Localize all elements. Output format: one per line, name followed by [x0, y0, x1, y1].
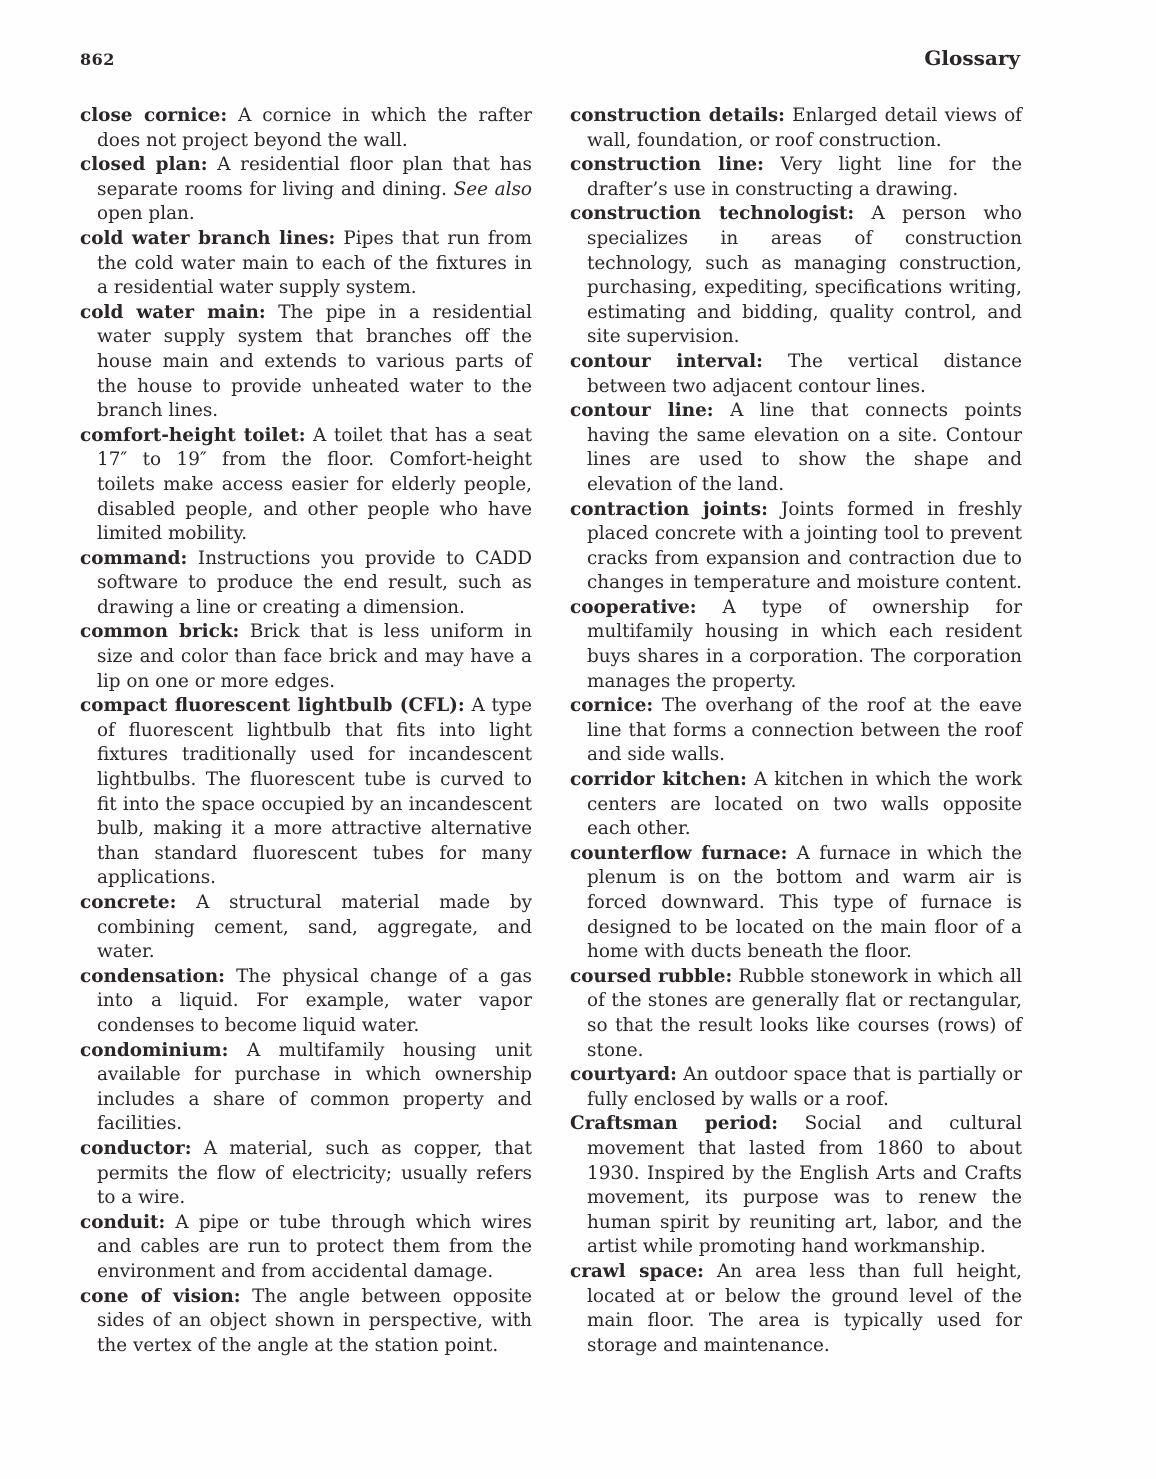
- glossary-term: contraction joints:: [570, 498, 768, 520]
- glossary-column-left: [80, 104, 532, 1358]
- glossary-term: coursed rubble:: [570, 965, 733, 987]
- glossary-term: common brick:: [80, 621, 240, 643]
- glossary-entry: closed plan: A residential floor plan that has separate rooms for living and dining. See also open plan.: [80, 154, 532, 225]
- glossary-term: cooperative:: [570, 596, 697, 618]
- glossary-entry: contour line: A line that connects points having the same elevation on a site. Contour lines are used to show the shape and elevation of the land.: [570, 400, 1022, 495]
- glossary-content: [80, 104, 1022, 1358]
- glossary-term: condominium:: [80, 1039, 229, 1061]
- glossary-entry: crawl space: An area less than full height, located at or below the ground level of the main floor. The area is typically used for storage and maintenance.: [570, 1260, 1022, 1356]
- glossary-entry: cone of vision: The angle between opposite sides of an object shown in perspective, with the vertex of the angle at the station point.: [80, 1285, 532, 1356]
- see-also-label: See also: [453, 178, 532, 200]
- glossary-entry: counterflow furnace: A furnace in which the plenum is on the bottom and warm air is forced downward. This type of furnace is designed to be located on the main floor of a home with ducts beneath the floor.: [570, 842, 1022, 963]
- glossary-term: cold water branch lines:: [80, 227, 336, 249]
- glossary-entry: cold water branch lines: Pipes that run from the cold water main to each of the fixtures in a residential water supply system.: [80, 227, 532, 299]
- glossary-entry: cold water main: The pipe in a residential water supply system that branches off the house main and extends to various parts of the house to provide unheated water to the branch lines.: [80, 301, 532, 422]
- glossary-term: closed plan:: [80, 154, 208, 176]
- glossary-term: compact fluorescent lightbulb (CFL):: [80, 695, 465, 717]
- glossary-entry: courtyard: An outdoor space that is partially or fully enclosed by walls or a roof.: [570, 1064, 1022, 1110]
- glossary-entry: contraction joints: Joints formed in freshly placed concrete with a jointing tool to prevent cracks from expansion and contraction due to changes in temperature and moisture content.: [570, 498, 1022, 594]
- glossary-term: cold water main:: [80, 301, 266, 323]
- glossary-term: construction line:: [570, 154, 764, 176]
- glossary-entry: compact fluorescent lightbulb (CFL): A type of fluorescent lightbulb that fits into light fixtures traditionally used for incandescent lightbulbs. The fluorescent tube is curved to fit into the space occupied by an incandescent bulb, making it a more attractive alternative than standard fluorescent tubes for many applications.: [80, 695, 532, 889]
- glossary-term: construction details:: [570, 105, 785, 126]
- glossary-entry: conductor: A material, such as copper, that permits the flow of electricity; usually refers to a wire.: [80, 1137, 532, 1209]
- glossary-term: contour interval:: [570, 350, 763, 372]
- glossary-term: corridor kitchen:: [570, 769, 747, 791]
- glossary-term: comfort-height toilet:: [80, 424, 306, 446]
- glossary-entry: corridor kitchen: A kitchen in which the work centers are located on two walls opposite each other.: [570, 769, 1022, 840]
- glossary-term: conductor:: [80, 1137, 192, 1159]
- glossary-column-right: [570, 104, 1022, 1358]
- glossary-entry: close cornice: A cornice in which the rafter does not project beyond the wall.: [80, 105, 533, 151]
- glossary-term: close cornice:: [80, 105, 228, 126]
- page-number: 862: [80, 50, 115, 69]
- glossary-term: crawl space:: [570, 1260, 704, 1282]
- glossary-term: counterflow furnace:: [570, 842, 788, 864]
- glossary-entry: coursed rubble: Rubble stonework in which all of the stones are generally flat or rectangular, so that the result looks like courses (rows) of stone.: [570, 965, 1022, 1061]
- glossary-entry: comfort-height toilet: A toilet that has a seat 17″ to 19″ from the floor. Comfort-height toilets make access easier for elderly people, disabled people, and other people who have limited mobility.: [80, 424, 532, 545]
- glossary-term: cone of vision:: [80, 1285, 241, 1307]
- glossary-entry: common brick: Brick that is less uniform in size and color than face brick and may have a lip on one or more edges.: [80, 621, 532, 692]
- glossary-entry: Craftsman period: Social and cultural movement that lasted from 1860 to about 1930. Inspired by the English Arts and Crafts movement, its purpose was to renew the human spirit by reuniting art, labor, and the artist while promoting hand workmanship.: [570, 1113, 1022, 1258]
- glossary-term: conduit:: [80, 1211, 166, 1233]
- glossary-term: concrete:: [80, 892, 177, 913]
- glossary-entry: contour interval: The vertical distance between two adjacent contour lines.: [570, 350, 1022, 397]
- glossary-term: command:: [80, 547, 188, 569]
- glossary-entry: cooperative: A type of ownership for multifamily housing in which each resident buys shares in a corporation. The corporation manages the property.: [570, 596, 1022, 692]
- glossary-entry: condensation: The physical change of a gas into a liquid. For example, water vapor condenses to become liquid water.: [80, 965, 532, 1036]
- running-head: [80, 46, 1020, 70]
- glossary-entry: cornice: The overhang of the roof at the eave line that forms a connection between the roof and side walls.: [570, 695, 1022, 766]
- glossary-entry: construction details: Enlarged detail views of wall, foundation, or roof construction.: [570, 105, 1022, 151]
- glossary-entry: conduit: A pipe or tube through which wires and cables are run to protect them from the environment and from accidental damage.: [80, 1211, 532, 1282]
- glossary-entry: construction technologist: A person who specializes in areas of construction technology, such as managing construction, purchasing, expediting, specifications writing, estimating and bidding, quality control, and site supervision.: [570, 203, 1023, 348]
- glossary-term: construction technologist:: [570, 203, 855, 225]
- glossary-entry: concrete: A structural material made by combining cement, sand, aggregate, and water.: [80, 892, 532, 963]
- page-header-title: Glossary: [924, 46, 1020, 70]
- glossary-term: courtyard:: [570, 1064, 677, 1086]
- glossary-entry: condominium: A multifamily housing unit available for purchase in which ownership includes a share of common property and facilities.: [80, 1039, 532, 1135]
- glossary-term: contour line:: [570, 400, 714, 422]
- glossary-term: condensation:: [80, 965, 225, 987]
- glossary-term: Craftsman period:: [570, 1113, 779, 1135]
- glossary-entry: construction line: Very light line for the drafter’s use in constructing a drawing.: [570, 154, 1023, 200]
- glossary-term: cornice:: [570, 695, 654, 717]
- glossary-entry: command: Instructions you provide to CADD software to produce the end result, such as drawing a line or creating a dimension.: [80, 547, 532, 618]
